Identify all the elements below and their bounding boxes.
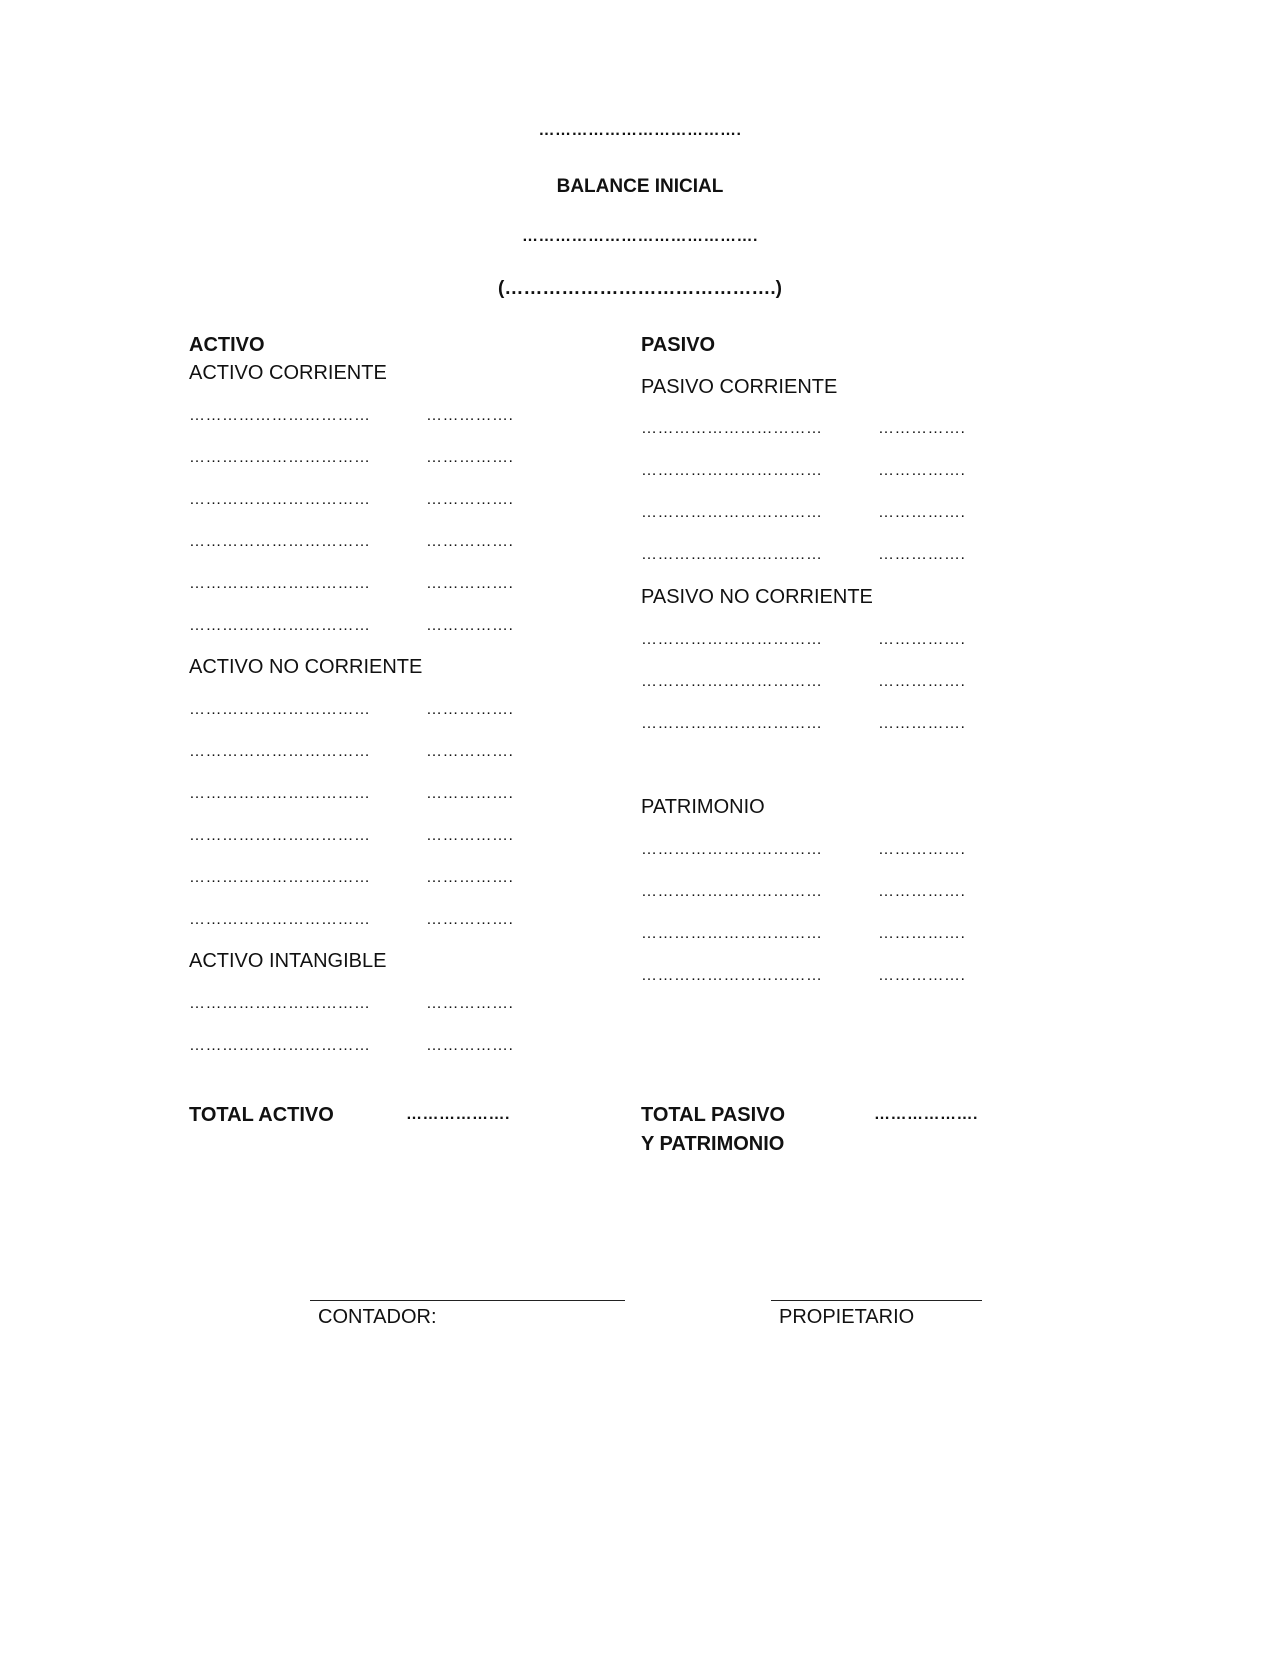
amount-blank: …………….	[426, 785, 514, 802]
pasivo-no-corriente-label: PASIVO NO CORRIENTE	[641, 586, 873, 608]
account-blank: ……………………………	[641, 462, 823, 479]
account-blank: ……………………………	[641, 673, 823, 690]
account-blank: ……………………………	[189, 575, 371, 592]
account-blank: ……………………………	[641, 883, 823, 900]
account-blank: ……………………………	[189, 533, 371, 550]
contador-signature-line	[310, 1300, 625, 1301]
account-blank: ……………………………	[641, 967, 823, 984]
activo-intangible-label: ACTIVO INTANGIBLE	[189, 950, 387, 972]
amount-blank: …………….	[426, 911, 514, 928]
amount-blank: …………….	[426, 575, 514, 592]
amount-blank: …………….	[426, 995, 514, 1012]
amount-blank: …………….	[878, 673, 966, 690]
amount-blank: …………….	[426, 869, 514, 886]
amount-blank: …………….	[878, 420, 966, 437]
patrimonio-label: PATRIMONIO	[641, 796, 765, 818]
contador-label: CONTADOR:	[318, 1306, 437, 1328]
amount-blank: …………….	[878, 462, 966, 479]
amount-blank: …………….	[426, 743, 514, 760]
amount-blank: …………….	[878, 504, 966, 521]
pasivo-corriente-label: PASIVO CORRIENTE	[641, 376, 838, 398]
date-blank: …………………………………….	[522, 228, 758, 245]
amount-blank: …………….	[426, 617, 514, 634]
amount-blank: …………….	[426, 827, 514, 844]
amount-blank: …………….	[426, 491, 514, 508]
total-activo-label: TOTAL ACTIVO	[189, 1104, 334, 1126]
amount-blank: …………….	[426, 407, 514, 424]
amount-blank: …………….	[878, 925, 966, 942]
account-blank: ……………………………	[641, 420, 823, 437]
account-blank: ……………………………	[189, 491, 371, 508]
account-blank: ……………………………	[189, 995, 371, 1012]
total-activo-value: ……………….	[406, 1106, 510, 1123]
amount-blank: …………….	[426, 533, 514, 550]
account-blank: ……………………………	[189, 449, 371, 466]
amount-blank: …………….	[426, 701, 514, 718]
account-blank: ……………………………	[641, 715, 823, 732]
activo-heading: ACTIVO	[189, 334, 265, 356]
account-blank: ……………………………	[189, 617, 371, 634]
propietario-signature-line	[771, 1300, 982, 1301]
activo-corriente-label: ACTIVO CORRIENTE	[189, 362, 387, 384]
company-name-blank: ……………………………….	[538, 122, 742, 139]
total-pasivo-label-line1: TOTAL PASIVO	[641, 1104, 786, 1126]
total-pasivo-label-line2: Y PATRIMONIO	[641, 1133, 785, 1155]
account-blank: ……………………………	[189, 827, 371, 844]
total-pasivo-value: ……………….	[874, 1106, 978, 1123]
propietario-label: PROPIETARIO	[779, 1306, 915, 1328]
account-blank: ……………………………	[641, 841, 823, 858]
account-blank: ……………………………	[641, 925, 823, 942]
pasivo-heading: PASIVO	[641, 334, 716, 356]
account-blank: ……………………………	[189, 407, 371, 424]
account-blank: ……………………………	[189, 1037, 371, 1054]
document-title: BALANCE INICIAL	[556, 176, 724, 197]
amount-blank: …………….	[426, 449, 514, 466]
account-blank: ……………………………	[641, 546, 823, 563]
activo-no-corriente-label: ACTIVO NO CORRIENTE	[189, 656, 423, 678]
account-blank: ……………………………	[641, 631, 823, 648]
account-blank: ……………………………	[189, 701, 371, 718]
amount-blank: …………….	[878, 715, 966, 732]
amount-blank: …………….	[426, 1037, 514, 1054]
amount-blank: …………….	[878, 883, 966, 900]
amount-blank: …………….	[878, 631, 966, 648]
account-blank: ……………………………	[641, 504, 823, 521]
account-blank: ……………………………	[189, 785, 371, 802]
account-blank: ……………………………	[189, 743, 371, 760]
amount-blank: …………….	[878, 967, 966, 984]
currency-blank: (…………………………………….)	[498, 278, 782, 299]
account-blank: ……………………………	[189, 911, 371, 928]
amount-blank: …………….	[878, 546, 966, 563]
account-blank: ……………………………	[189, 869, 371, 886]
amount-blank: …………….	[878, 841, 966, 858]
